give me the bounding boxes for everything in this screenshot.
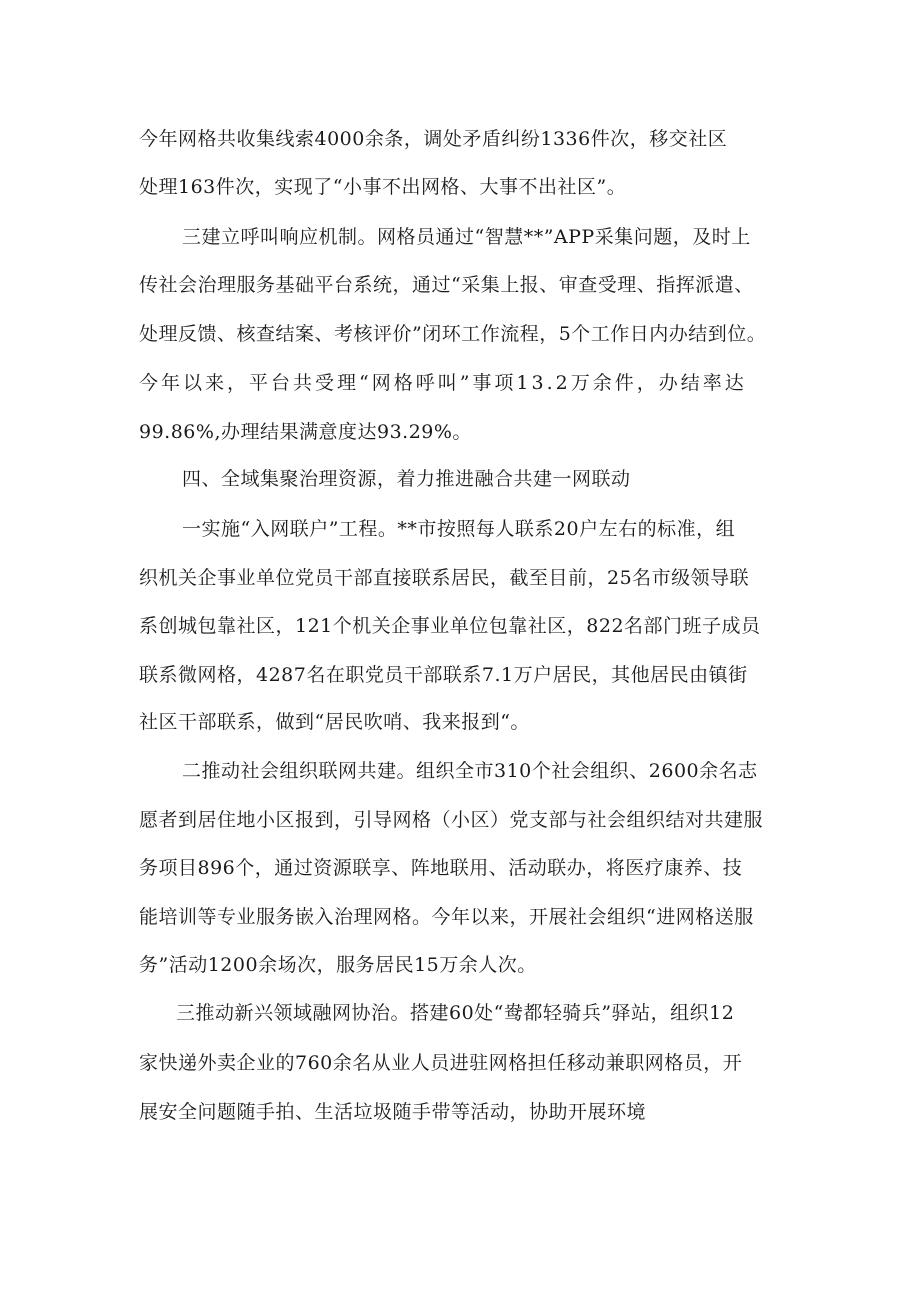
text-line-16: 务项目896个，通过资源联享、阵地联用、活动联办，将医疗康养、技 <box>139 857 743 879</box>
text-line-1: 今年网格共收集线索4000余条，调处矛盾纠纷1336件次，移交社区 <box>139 128 728 150</box>
text-line-20: 家快递外卖企业的760余名从业人员进驻网格担任移动兼职网格员，开 <box>139 1052 743 1074</box>
text-line-21: 展安全问题随手拍、生活垃圾随手带等活动，协助开展环境 <box>139 1101 647 1123</box>
text-line-2: 处理163件次，实现了“小事不出网格、大事不出社区”。 <box>139 176 627 198</box>
text-line-17: 能培训等专业服务嵌入治理网格。今年以来，开展社会组织“进网格送服 <box>139 906 754 928</box>
text-line-13: 社区干部联系，做到“居民吹哨、我来报到“。 <box>139 711 530 733</box>
text-line-18: 务”活动1200余场次，服务居民15万余人次。 <box>139 954 537 976</box>
text-line-3: 三建立呼叫响应机制。网格员通过“智慧**”APP采集问题，及时上 <box>182 226 751 248</box>
text-line-7: 99.86%,办理结果满意度达93.29%。 <box>139 421 472 443</box>
text-line-14: 二推动社会组织联网共建。组织全市310个社会组织、2600余名志 <box>182 760 758 782</box>
text-line-19: 三推动新兴领域融网协治。搭建60处“鸯都轻骑兵”驿站，组织12 <box>176 1002 735 1024</box>
section-heading: 四、全域集聚治理资源，着力推进融合共建一网联动 <box>182 468 631 490</box>
text-line-11: 系创城包靠社区，121个机关企事业单位包靠社区，822名部门班子成员 <box>139 615 761 637</box>
text-line-4: 传社会治理服务基础平台系统，通过“采集上报、审查受理、指挥派遣、 <box>139 274 754 296</box>
text-line-15: 愿者到居住地小区报到，引导网格（小区）党支部与社会组织结对共建服 <box>139 809 764 831</box>
text-line-10: 织机关企事业单位党员干部直接联系居民，截至目前，25名市级领导联 <box>139 567 750 589</box>
text-line-5: 处理反馈、核查结案、考核评价”闭环工作流程，5个工作日内办结到位。 <box>139 323 767 345</box>
text-line-9: 一实施“入网联户”工程。**市按照每人联系20户左右的标准，组 <box>182 518 736 540</box>
text-line-12: 联系微网格，4287名在职党员干部联系7.1万户居民，其他居民由镇街 <box>139 664 748 686</box>
text-line-6: 今年以来，平台共受理“网格呼叫”事项13.2万余件，办结率达 <box>139 372 747 394</box>
